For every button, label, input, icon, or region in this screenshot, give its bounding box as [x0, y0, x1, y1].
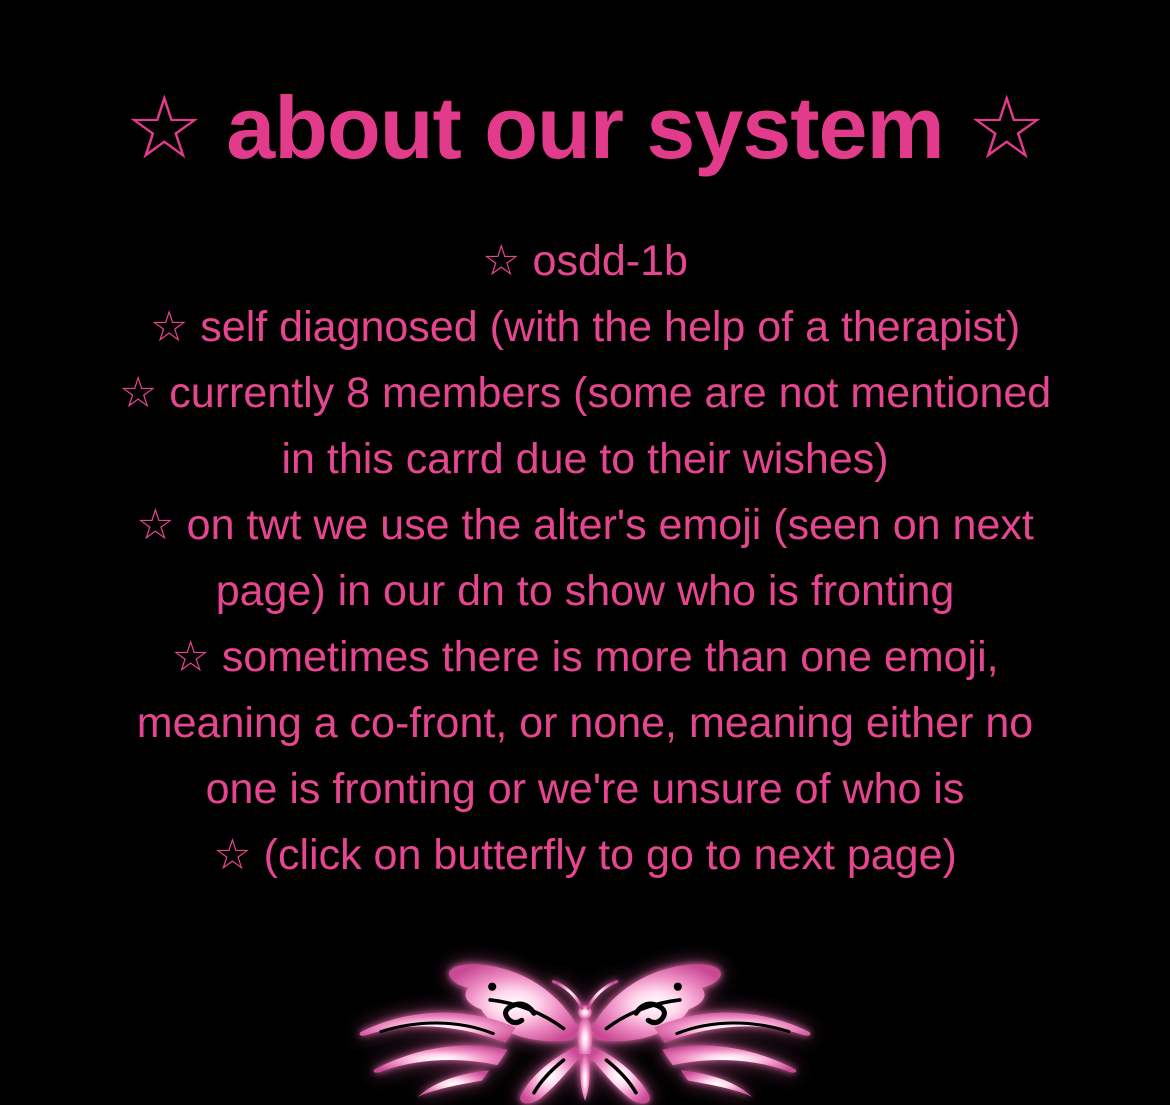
about-line: in this carrd due to their wishes)	[281, 435, 889, 483]
about-line: ☆ currently 8 members (some are not mentioned	[118, 369, 1052, 417]
about-line: page) in our dn to show who is fronting	[215, 567, 955, 615]
tribal-butterfly-icon	[350, 952, 820, 1105]
about-line: one is fronting or we're unsure of who is	[205, 765, 965, 813]
about-line: ☆ sometimes there is more than one emoji,	[171, 633, 999, 681]
about-line: meaning a co-front, or none, meaning either no	[136, 699, 1034, 747]
butterfly-next-page-button[interactable]	[350, 952, 820, 1105]
about-line: ☆ osdd-1b	[482, 237, 688, 285]
about-line: ☆ self diagnosed (with the help of a therapist)	[149, 303, 1021, 351]
about-text-block	[55, 228, 1115, 888]
page-title: ☆ about our system ☆	[124, 78, 1046, 177]
about-line: ☆ on twt we use the alter's emoji (seen on next	[136, 501, 1034, 549]
about-line: ☆ (click on butterfly to go to next page)	[213, 831, 957, 879]
